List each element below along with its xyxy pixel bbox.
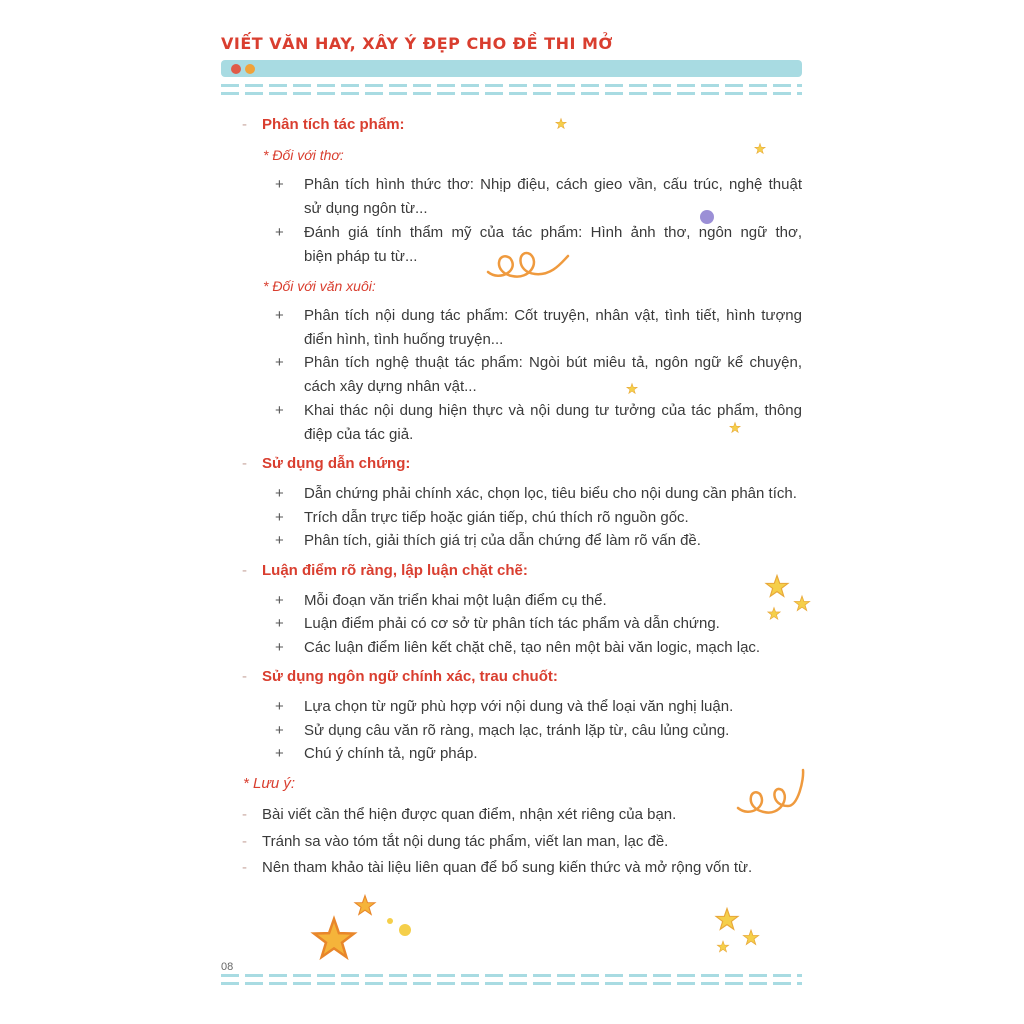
- bullet-dash: -: [242, 116, 247, 133]
- list-item: Mỗi đoạn văn triển khai một luận điểm cụ thể.: [304, 592, 607, 609]
- list-item-cont: cách xây dựng nhân vật...: [304, 378, 477, 395]
- section-heading-analysis: Phân tích tác phẩm:: [262, 116, 405, 133]
- list-item: Các luận điểm liên kết chặt chẽ, tạo nên một bài văn logic, mạch lạc.: [304, 639, 761, 656]
- star-icon: [314, 919, 354, 957]
- list-item: Dẫn chứng phải chính xác, chọn lọc, tiêu biểu cho nội dung cần phân tích.: [304, 485, 797, 502]
- bullet-plus: +: [275, 307, 284, 324]
- list-item-cont: điệp của tác giả.: [304, 426, 414, 443]
- bullet-dash: -: [242, 668, 247, 685]
- bullet-plus: +: [275, 698, 284, 715]
- bullet-plus: +: [275, 176, 284, 193]
- bullet-plus: +: [275, 224, 284, 241]
- list-item: Trích dẫn trực tiếp hoặc gián tiếp, chú thích rõ nguồn gốc.: [304, 509, 689, 526]
- star-icon: [627, 384, 637, 394]
- section-heading-evidence: Sử dụng dẫn chứng:: [262, 455, 411, 472]
- bullet-plus: +: [275, 509, 284, 526]
- bullet-plus: +: [275, 532, 284, 549]
- list-item: Đánh giá tính thẩm mỹ của tác phẩm: Hình ảnh thơ, ngôn ngữ thơ,: [304, 224, 802, 241]
- bullet-dash: -: [242, 562, 247, 579]
- section-heading-arguments: Luận điểm rõ ràng, lập luận chặt chẽ:: [262, 562, 528, 579]
- star-icon: [355, 896, 375, 915]
- star-icon: [766, 576, 788, 597]
- bullet-dash: -: [242, 806, 247, 823]
- list-item-cont: sử dụng ngôn từ...: [304, 200, 428, 217]
- list-item: Sử dụng câu văn rõ ràng, mạch lạc, tránh lặp từ, câu lủng củng.: [304, 722, 730, 739]
- star-icon: [794, 596, 809, 610]
- list-item: Phân tích nội dung tác phẩm: Cốt truyện, nhân vật, tình tiết, hình tượng: [304, 307, 802, 324]
- bullet-dash: -: [242, 833, 247, 850]
- list-item: Chú ý chính tả, ngữ pháp.: [304, 745, 478, 762]
- bullet-dash: -: [242, 859, 247, 876]
- squiggle-icon: [488, 253, 568, 277]
- page-number: 08: [221, 961, 234, 973]
- bullet-dash: -: [242, 455, 247, 472]
- list-item-cont: điển hình, tình huống truyện...: [304, 331, 504, 348]
- bullet-plus: +: [275, 639, 284, 656]
- bullet-plus: +: [275, 354, 284, 371]
- list-item: Phân tích nghệ thuật tác phẩm: Ngòi bút miêu tả, ngôn ngữ kể chuyện,: [304, 354, 802, 371]
- list-item: Lựa chọn từ ngữ phù hợp với nội dung và thể loại văn nghị luận.: [304, 698, 734, 715]
- list-item: Luận điểm phải có cơ sở từ phân tích tác phẩm và dẫn chứng.: [304, 615, 720, 632]
- squiggle-icon: [738, 770, 803, 813]
- list-item-cont: biện pháp tu từ...: [304, 248, 418, 265]
- bullet-plus: +: [275, 722, 284, 739]
- bullet-plus: +: [275, 615, 284, 632]
- subheading-poetry: * Đối với thơ:: [263, 147, 344, 163]
- note-item: Bài viết cần thể hiện được quan điểm, nhận xét riêng của bạn.: [262, 806, 677, 823]
- star-icon: [755, 144, 765, 154]
- subheading-prose: * Đối với văn xuôi:: [263, 278, 376, 294]
- star-icon: [556, 119, 566, 129]
- bullet-plus: +: [275, 592, 284, 609]
- bullet-plus: +: [275, 402, 284, 419]
- list-item: Phân tích, giải thích giá trị của dẫn chứng để làm rõ vấn đề.: [304, 532, 701, 549]
- note-item: Tránh sa vào tóm tắt nội dung tác phẩm, viết lan man, lạc đề.: [262, 833, 669, 850]
- note-item: Nên tham khảo tài liệu liên quan để bổ sung kiến thức và mở rộng vốn từ.: [262, 859, 753, 876]
- section-heading-language: Sử dụng ngôn ngữ chính xác, trau chuốt:: [262, 668, 558, 685]
- star-icon: [743, 930, 758, 944]
- star-icon: [717, 941, 728, 952]
- list-item: Khai thác nội dung hiện thực và nội dung tư tưởng của tác phẩm, thông: [304, 402, 802, 419]
- purple-dot-icon: [700, 210, 714, 224]
- list-item: Phân tích hình thức thơ: Nhịp điệu, cách gieo vần, cấu trúc, nghệ thuật: [304, 176, 802, 193]
- star-icon: [768, 608, 780, 620]
- dot-icon: [399, 924, 411, 936]
- bullet-plus: +: [275, 745, 284, 762]
- star-icon: [716, 909, 738, 930]
- bullet-plus: +: [275, 485, 284, 502]
- page-header-title: VIẾT VĂN HAY, XÂY Ý ĐẸP CHO ĐỀ THI MỞ: [221, 34, 613, 53]
- note-label: * Lưu ý:: [243, 775, 296, 792]
- dot-icon: [387, 918, 393, 924]
- star-icon: [730, 423, 740, 433]
